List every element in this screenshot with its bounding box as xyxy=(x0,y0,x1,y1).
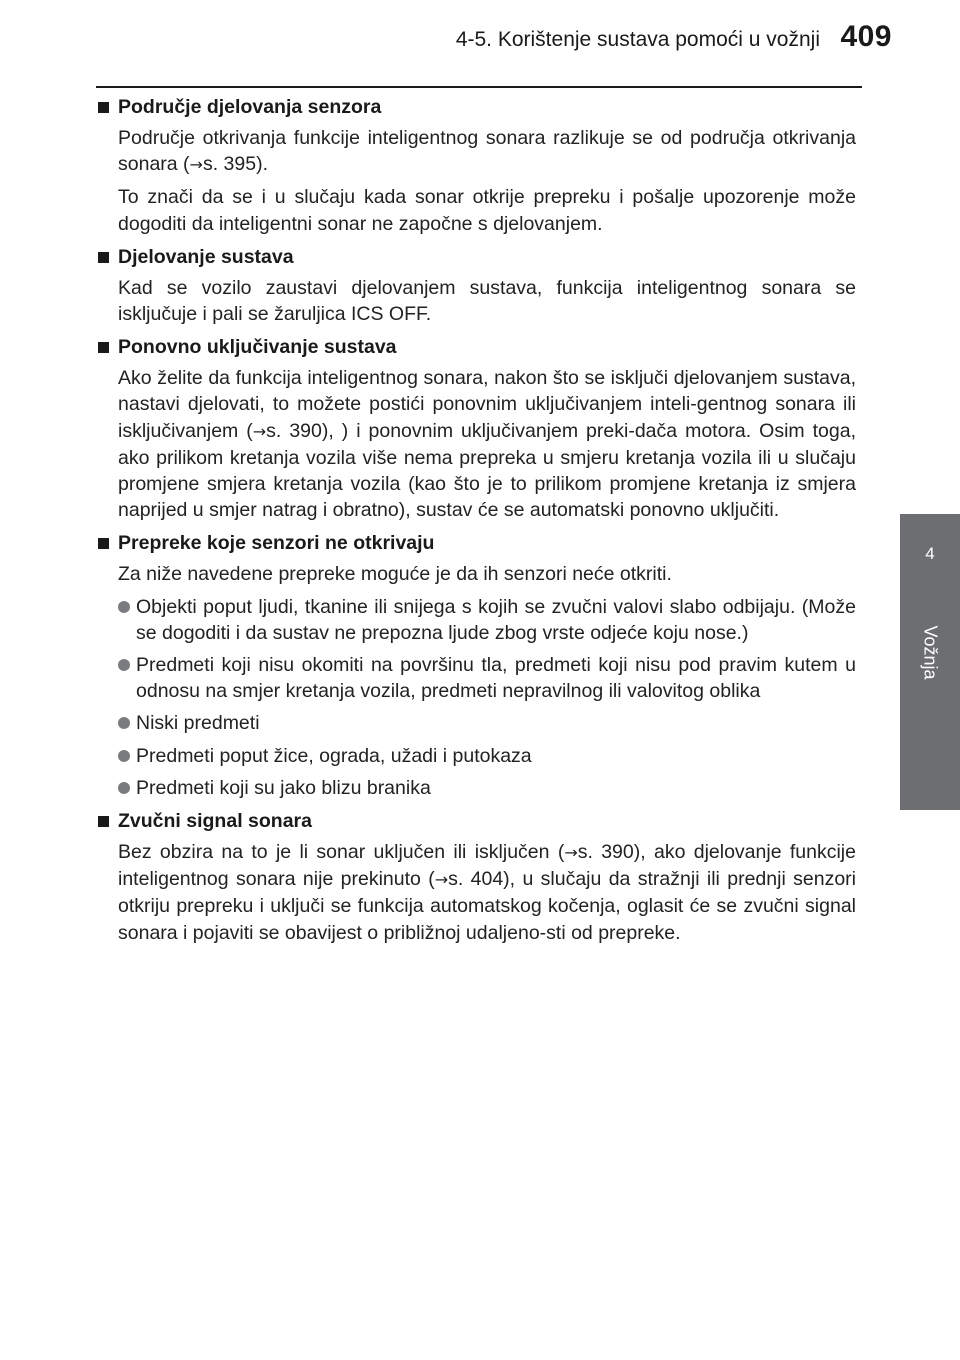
section-heading xyxy=(96,334,856,360)
arrow-right-icon: → xyxy=(434,870,449,890)
heading-text: Djelovanje sustava xyxy=(118,245,294,268)
heading-text: Ponovno uključivanje sustava xyxy=(118,336,397,359)
section-sensor-range xyxy=(96,94,856,237)
section-heading xyxy=(96,808,856,834)
circle-bullet-icon xyxy=(118,782,130,794)
section-title: 4-5. Korištenje sustava pomoći u vožnji xyxy=(455,28,820,51)
page-header xyxy=(0,0,960,88)
section-reactivation xyxy=(96,334,856,523)
header-divider xyxy=(96,86,862,88)
list-item: Predmeti koji su jako blizu branika xyxy=(118,775,856,801)
page-content xyxy=(96,94,856,953)
section-heading xyxy=(96,94,856,120)
square-bullet-icon xyxy=(98,252,109,263)
paragraph: Bez obzira na to je li sonar uključen ili isključen (→s. 390), ako djelovanje funkcije inteligentnog sonara nije prekinuto (→s. 404), u slučaju da stražnji ili prednji senzori otkriju prepreku i uključi se funkcija automatskog kočenja, oglasit će se zvučni signal sonara i pojaviti se obavijest o približnoj udaljeno-sti od prepreke. xyxy=(118,841,856,944)
paragraph: Ako želite da funkcija inteligentnog sonara, nakon što se isključi djelovanjem sustava, nastavi djelovati, to možete postići ponovnim uključivanjem inteli-gentnog sonara ili isključivanjem (→s. 390), ) i ponovnim uključivanjem preki-dača motora. Osim toga, ako prilikom kretanja vozila više nema prepreka u smjeru kretanja vozila ili u slučaju promjene smjera kretanja vozila (kao što je to prilikom promjene kretanja iz smjera naprijed u smjer natrag i obratno), sustav će se automatski ponovno uključiti. xyxy=(118,367,856,522)
circle-bullet-icon xyxy=(118,601,130,613)
list-item: Predmeti poput žice, ograda, užadi i putokaza xyxy=(118,743,856,769)
paragraph: To znači da se i u slučaju kada sonar otkrije prepreku i pošalje upozorenje može dogoditi da inteligentni sonar ne započne s djelovanjem. xyxy=(118,186,856,235)
arrow-right-icon: → xyxy=(564,843,578,863)
arrow-right-icon: → xyxy=(189,155,203,175)
chapter-label: Vožnja xyxy=(920,625,941,680)
section-heading xyxy=(96,530,856,556)
paragraph: Za niže navedene prepreke moguće je da ih senzori neće otkriti. xyxy=(118,563,672,586)
heading-text: Područje djelovanja senzora xyxy=(118,96,382,118)
page-number: 409 xyxy=(840,20,892,53)
square-bullet-icon xyxy=(98,538,109,549)
square-bullet-icon xyxy=(98,102,109,113)
square-bullet-icon xyxy=(98,816,109,827)
heading-text: Zvučni signal sonara xyxy=(118,810,312,833)
circle-bullet-icon xyxy=(118,717,130,729)
paragraph: Kad se vozilo zaustavi djelovanjem sustava, funkcija inteligentnog sonara se isključuje i pali se žaruljica ICS OFF. xyxy=(118,276,856,326)
square-bullet-icon xyxy=(98,342,109,353)
circle-bullet-icon xyxy=(118,659,130,671)
chapter-tab xyxy=(900,514,960,810)
list-item: Objekti poput ljudi, tkanine ili snijega s kojih se zvučni valovi slabo odbijaju. (Može se dogoditi i da sustav ne prepozna ljude zbog vrste odjeće koju nose.) xyxy=(118,594,856,646)
section-system-operation xyxy=(96,244,856,327)
list-item: Predmeti koji nisu okomiti na površinu tla, predmeti koji nisu pod pravim kutem u odnosu na smjer kretanja vozila, predmeti nepravilnog ili valovitog oblika xyxy=(118,652,856,704)
section-sonar-buzzer xyxy=(96,808,856,946)
circle-bullet-icon xyxy=(118,750,130,762)
heading-text: Prepreke koje senzori ne otkrivaju xyxy=(118,532,435,555)
section-heading xyxy=(96,244,856,270)
chapter-number: 4 xyxy=(925,544,935,563)
list-item: Niski predmeti xyxy=(118,710,856,736)
paragraph: Područje otkrivanja funkcije inteligentnog sonara razlikuje se od područja otkrivanja sonara (→s. 395). xyxy=(118,127,856,176)
arrow-right-icon: → xyxy=(252,421,267,441)
section-undetected-obstacles xyxy=(96,530,856,801)
